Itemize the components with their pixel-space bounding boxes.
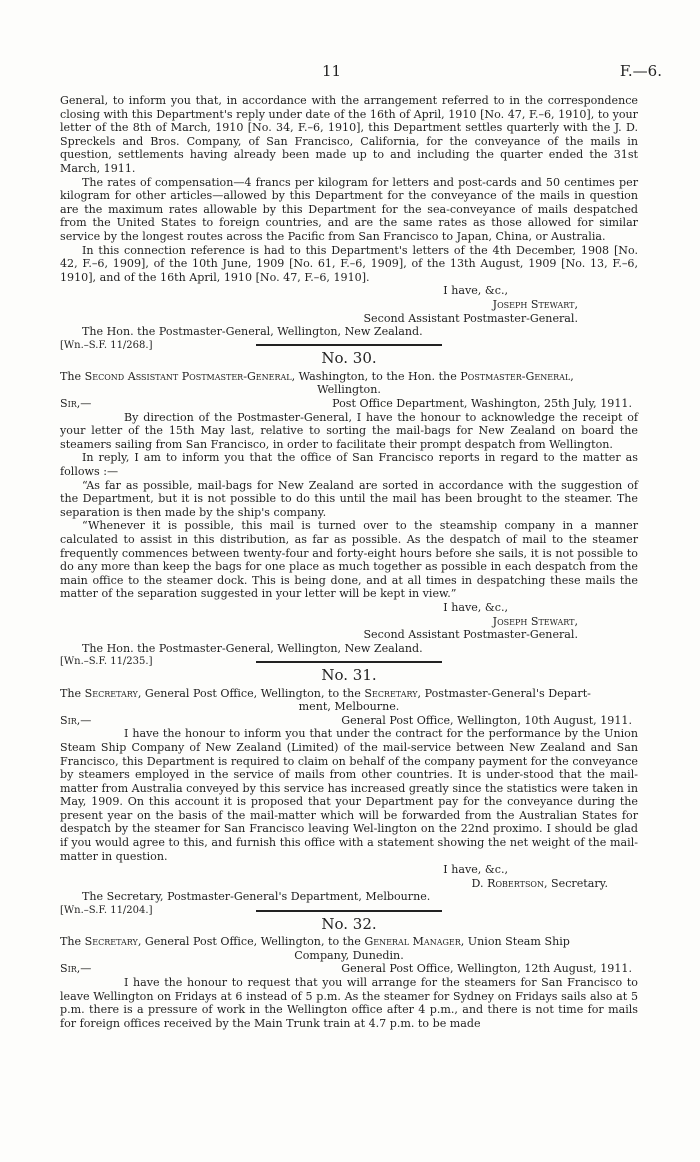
letter-paragraph: By direction of the Postmaster-General, I have the honour to acknowledge the receipt of your letter of the 15th May last, relative to sorting the mail-bags for New Zealand on board the steamers sailing from San Francisco, in order to facilitate their prompt despatch from Wellington. (60, 410, 638, 451)
salutation-line (60, 397, 638, 411)
letter-heading-place: ment, Melbourne. (298, 700, 400, 714)
quoted-paragraph: “Whenever it is possible, this mail is turned over to the steamship company in a manner calculated to assist in this distribution, as far as possible. As the despatch of mail to the steamer frequently commences between twenty-four and forty-eight hours before she sails, it is not possible to do any more than keep the bags for one place as much together as possible in each despatch from the main office to the steamer dock. This is being done, and at all times in despatching these mails the matter of the separation suggested in your letter will be kept in view.” (60, 519, 638, 601)
letter-number: No. 30. (321, 349, 377, 368)
letter-heading: The Secretary, General Post Office, Wellington, to the General Manager, Union Steam Ship (60, 935, 570, 949)
document-body (60, 94, 638, 1030)
letter-heading: The Secretary, General Post Office, Wellington, to the Secretary, Postmaster-General's Depart- (60, 686, 591, 700)
signer-title: Second Assistant Postmaster-General. (363, 311, 578, 325)
closing: I have, &c., (443, 600, 508, 614)
file-reference: [Wn.–S.F. 11/204.] (60, 905, 153, 917)
addressee: The Hon. the Postmaster-General, Wellington, New Zealand. (82, 325, 423, 339)
signer-name: Joseph Stewart, (492, 297, 578, 311)
quoted-paragraph: “As far as possible, mail-bags for New Zealand are sorted in accordance with the suggestion of the Department, but it is not possible to do this until the mail has been brought to the steamer. The separation is then made by the ship's company. (60, 478, 638, 519)
intro-paragraph-3: In this connection reference is had to this Department's letters of the 4th December, 1908 [No. 42, F.–6, 1909], of the 10th June, 1909 [No. 61, F.–6, 1909], of the 13th August, 1909 [No. 13, F.–6, 1910], and of the 16th April, 1910 [No. 47, F.–6, 1910]. (60, 243, 638, 284)
salutation: Sir,— (60, 962, 92, 976)
section-divider (256, 661, 442, 663)
salutation-line (60, 714, 638, 728)
sender-address: General Post Office, Wellington, 10th August, 1911. (341, 713, 632, 727)
intro-paragraph-2: The rates of compensation—4 francs per kilogram for letters and post-cards and 50 centimes per kilogram for other articles—allowed by this Department for the conveyance of the mails in question are the maximum rates allowable by this Department for the sea-conveyance of mails despatched from the United States to foreign countries, and are the same rates as those allowed for similar service by the longest routes across the Pacific from San Francisco to Japan, China, or Australia. (60, 175, 638, 243)
letter-paragraph: I have the honour to request that you will arrange for the steamers for San Francisco to leave Wellington on Fridays at 6 instead of 5 p.m. As the steamer for Sydney on Fridays sails also at 5 p.m. there is a pressure of work in the Wellington office after 4 p.m., and there is not time for mails for foreign offices received by the Main Trunk train at 4.7 p.m. to be made (60, 976, 638, 1030)
salutation: Sir,— (60, 397, 92, 411)
file-reference: [Wn.–S.F. 11/235.] (60, 656, 153, 668)
signer-line: D. Robertson, Secretary. (471, 876, 608, 890)
sender-address: Post Office Department, Washington, 25th July, 1911. (332, 397, 632, 411)
closing: I have, &c., (443, 284, 508, 298)
page-number: 11 (322, 62, 342, 80)
sender-address: General Post Office, Wellington, 12th August, 1911. (341, 962, 632, 976)
letter-number: No. 31. (321, 665, 377, 684)
letter-paragraph: In reply, I am to inform you that the office of San Francisco reports in regard to the matter as follows :— (60, 451, 638, 479)
section-divider (256, 910, 442, 912)
intro-paragraph-1: General, to inform you that, in accordance with the arrangement referred to in the correspondence closing with this Department's reply under date of the 16th of April, 1910 [No. 47, F.–6, 1910], to your letter of the 8th of March, 1910 [No. 34, F.–6, 1910], this Department settles quarterly with the J. D. Spreckels and Bros. Company, of San Francisco, California, for the conveyance of the mails in question, settlements having already been made up to and including the quarter ended the 31st March, 1911. (60, 94, 638, 175)
addressee: The Hon. the Postmaster-General, Wellington, New Zealand. (82, 641, 423, 655)
letter-number: No. 32. (321, 914, 377, 933)
salutation-line (60, 962, 638, 976)
signer-title: Second Assistant Postmaster-General. (363, 628, 578, 642)
salutation: Sir,— (60, 713, 92, 727)
letter-heading: The Second Assistant Postmaster-General, Washington, to the Hon. the Postmaster-General, (60, 369, 574, 383)
letter-paragraph: I have the honour to inform you that under the contract for the performance by the Union Steam Ship Company of New Zealand (Limited) of the mail-service between New Zealand and San Francisco, this Department is required to claim on behalf of the company payment for the conveyance by steamers employed in the service of mails from other countries. It is under-stood that the mail-matter from Australia conveyed by this service has increased greatly since the statistics were taken in May, 1909. On this account it is proposed that your Department pay for the conveyance during the present year on the basis of the mail-matter which will be forwarded from the Australian States for despatch by the steamer for San Francisco leaving Wel-lington on the 22nd proximo. I should be glad if you would agree to this, and furnish this office with a statement showing the net weight of the mail-matter in question. (60, 727, 638, 863)
section-divider (256, 344, 442, 346)
document-reference: F.—6. (619, 62, 662, 80)
addressee: The Secretary, Postmaster-General's Department, Melbourne. (82, 890, 431, 904)
signer-name: Joseph Stewart, (492, 614, 578, 628)
letter-heading-place: Company, Dunedin. (294, 948, 404, 962)
page-header (0, 62, 700, 82)
closing: I have, &c., (443, 863, 508, 877)
file-reference: [Wn.–S.F. 11/268.] (60, 339, 153, 351)
letter-heading-place: Wellington. (317, 383, 381, 397)
